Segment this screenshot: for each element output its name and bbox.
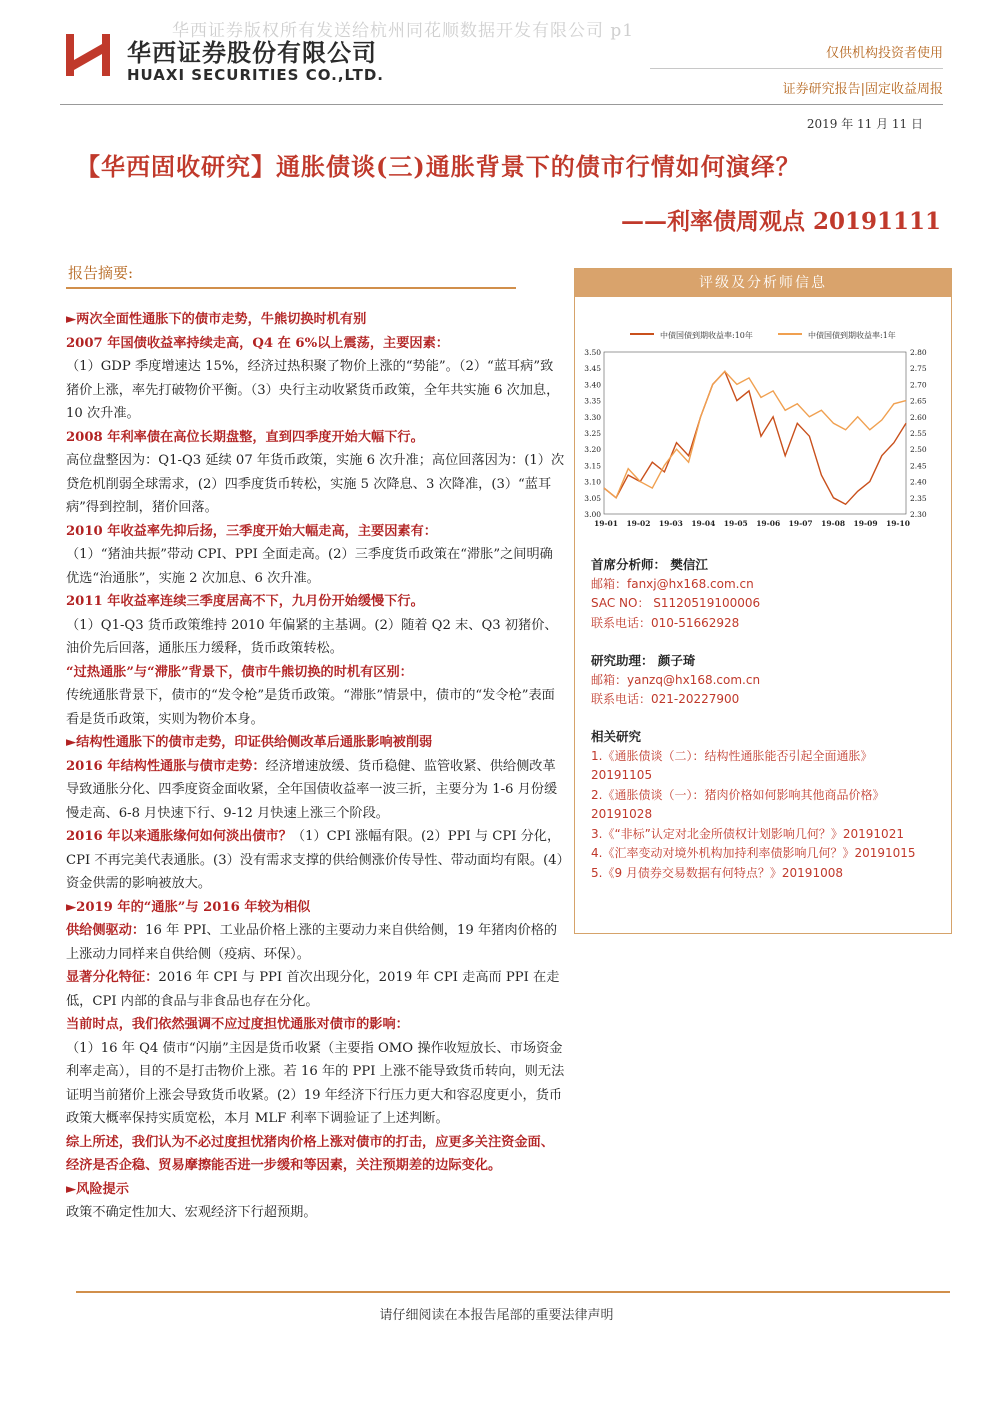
summary-heading: ►2019 年的“通胀”与 2016 年较为相似	[66, 899, 311, 915]
y-left-tick: 3.05	[584, 493, 601, 503]
summary-text: （1）“猪油共振”带动 CPI、PPI 全面走高。(2）三季度货币政策在“滞胀”之间明确优选“治通胀”，实施 2 次加息、6 次升准。	[66, 547, 553, 586]
x-tick: 19-09	[853, 519, 878, 528]
audience-note: 仅供机构投资者使用	[825, 46, 943, 61]
series-line	[604, 371, 906, 497]
summary-paragraph	[66, 308, 566, 332]
summary-paragraph	[66, 332, 566, 356]
summary-heading: 2011 年收益率连续三季度居高不下，九月份开始缓慢下行。	[66, 594, 424, 609]
x-tick: 19-06	[756, 519, 781, 528]
summary-heading: 显著分化特征：	[66, 970, 159, 985]
summary-label: 报告摘要:	[68, 264, 134, 282]
x-tick: 19-10	[886, 519, 910, 528]
summary-paragraph	[66, 731, 566, 755]
header-rule	[60, 104, 943, 105]
assistant-name: 颜子琦	[657, 653, 696, 668]
summary-paragraph	[66, 1037, 566, 1131]
summary-text: （1）16 年 Q4 债市“闪崩”主因是货币收紧（主要指 OMO 操作收短放长、市场资金利率走高），目的不是打击物价上涨。若 16 年的 PPI 上涨不能导致货币转向，则无法证明当前猪价上涨会导致货币收紧。(2）19 年经济下行压力更大和容忍度更小，货币政策大概率保持实质宽松，本月 MLF 利率下调验证了上述判断。	[66, 1040, 565, 1126]
summary-paragraph	[66, 355, 566, 426]
chief-analyst-email[interactable]: 邮箱：fanxj@hx168.com.cn	[591, 576, 754, 591]
assistant-email[interactable]: 邮箱：yanzq@hx168.com.cn	[591, 672, 761, 687]
y-left-tick: 3.25	[584, 429, 601, 438]
related-research	[591, 727, 926, 883]
related-list	[591, 747, 926, 884]
chief-analyst-phone: 联系电话：010-51662928	[591, 615, 740, 630]
x-tick: 19-02	[626, 519, 651, 528]
summary-text: （1）GDP 季度增速达 15%，经济过热积聚了物价上涨的“势能”。（2）“蓝耳病”致猪价上涨，率先打破物价平衡。（3）央行主动收紧货币政策，全年共实施 6 次加息，10 次升准。	[66, 359, 560, 421]
summary-paragraph	[66, 1013, 566, 1037]
related-item[interactable]: 2.《通胀债谈（一）：猪肉价格如何影响其他商品价格》20191028	[591, 787, 885, 821]
chief-analyst-line	[591, 555, 941, 575]
summary-text: 高位盘整因为：Q1-Q3 延续 07 年货币政策，实施 6 次升准；高位回落因为：(1）次贷危机削弱全球需求，(2）四季度货币转松，实施 5 次降息、3 次降准，(3）“蓝耳病”得到控制，猪价回落。	[66, 453, 565, 515]
summary-heading: 2010 年收益率先抑后扬，三季度开始大幅走高，主要因素有：	[66, 523, 437, 539]
y-left-tick: 3.40	[584, 380, 601, 390]
y-right-tick: 2.35	[910, 493, 927, 503]
summary-paragraph	[66, 966, 566, 1013]
summary-heading: 2007 年国债收益率持续走高，Q4 在 6%以上震荡，主要因素：	[66, 335, 449, 351]
summary-paragraph	[66, 614, 566, 661]
y-left-tick: 3.00	[584, 510, 601, 519]
company-name-cn: 华西证券股份有限公司	[127, 39, 377, 67]
y-left-tick: 3.35	[584, 396, 601, 406]
related-item[interactable]: 5.《9 月债券交易数据有何特点？》20191008	[591, 865, 843, 880]
legend-label: 中债国债到期收益率:1年	[808, 331, 896, 340]
related-item[interactable]: 4.《汇率变动对境外机构加持利率债影响几何？》20191015	[591, 846, 916, 860]
y-right-tick: 2.55	[910, 429, 927, 438]
panel-header: 评级及分析师信息	[575, 269, 951, 297]
x-tick: 19-08	[821, 519, 846, 528]
chief-analyst-sac: SAC NO： S1120519100006	[591, 596, 761, 610]
x-tick: 19-07	[788, 519, 813, 528]
assistant-info	[591, 651, 941, 710]
summary-text: 传统通胀背景下，债市的“发令枪”是货币政策。“滞胀”情景中，债市的“发令枪”表面看是货币政策，实则为物价本身。	[66, 688, 555, 727]
y-left-tick: 3.20	[584, 445, 601, 455]
x-tick: 19-04	[691, 519, 716, 528]
y-right-tick: 2.50	[910, 445, 927, 455]
summary-heading: “过热通胀”与“滞胀”背景下，债市牛熊切换的时机有区别：	[66, 664, 413, 680]
series-line	[604, 371, 906, 504]
y-right-tick: 2.80	[910, 348, 927, 357]
summary-paragraph	[66, 1201, 566, 1225]
summary-paragraph	[66, 684, 566, 731]
y-left-tick: 3.50	[584, 348, 601, 357]
chief-analyst-title: 首席分析师：	[591, 557, 667, 572]
report-type: 证券研究报告|固定收益周报	[782, 82, 943, 97]
summary-paragraph	[66, 661, 566, 685]
header-divider	[650, 68, 943, 69]
assistant-line	[591, 651, 941, 671]
y-right-tick: 2.30	[910, 510, 927, 519]
x-tick: 19-01	[594, 519, 618, 528]
summary-heading: 当前时点，我们依然强调不应过度担忧通胀对债市的影响：	[66, 1017, 409, 1032]
y-left-tick: 3.10	[584, 477, 601, 487]
chief-analyst-name: 樊信江	[670, 557, 708, 572]
report-subtitle: ——利率债周观点 20191111	[620, 208, 941, 235]
related-title: 相关研究	[591, 729, 642, 744]
watermark: 华西证券版权所有发送给杭州同花顺数据开发有限公司 p1	[172, 21, 635, 41]
assistant-title: 研究助理：	[591, 653, 654, 668]
summary-paragraph	[66, 1178, 566, 1202]
assistant-phone: 联系电话：021-20227900	[591, 692, 740, 706]
report-date: 2019 年 11 月 11 日	[806, 117, 923, 131]
summary-paragraph	[66, 590, 566, 614]
summary-heading: 2016 年结构性通胀与债市走势：	[66, 758, 266, 774]
summary-paragraph	[66, 919, 566, 966]
summary-paragraph	[66, 896, 566, 920]
summary-paragraph	[66, 825, 566, 896]
legend-label: 中债国债到期收益率:10年	[660, 331, 753, 340]
footer-rule	[76, 1291, 950, 1293]
summary-heading: 供给侧驱动：	[66, 923, 146, 938]
y-left-tick: 3.45	[584, 364, 601, 374]
summary-paragraph	[66, 426, 566, 450]
x-tick: 19-05	[723, 519, 748, 528]
company-name-en: HUAXI SECURITIES CO.,LTD.	[127, 66, 384, 84]
summary-text: 16 年 PPI、工业品价格上涨的主要动力来自供给侧，19 年猪肉价格的上涨动力同样来自供给侧（疫病、环保）。	[66, 923, 558, 962]
company-logo-icon	[64, 30, 112, 78]
summary-heading: 2008 年利率债在高位长期盘整，直到四季度开始大幅下行。	[66, 429, 424, 445]
y-right-tick: 2.40	[910, 477, 927, 487]
summary-text: 2016 年 CPI 与 PPI 首次出现分化，2019 年 CPI 走高而 PPI 在走低，CPI 内部的食品与非食品也存在分化。	[66, 970, 560, 1009]
summary-paragraph	[66, 1131, 566, 1178]
summary-paragraph	[66, 755, 566, 826]
yield-chart	[578, 322, 946, 532]
summary-heading: 综上所述，我们认为不必过度担忧猪肉价格上涨对债市的打击，应更多关注资金面、经济是否企稳、贸易摩擦能否进一步缓和等因素，关注预期差的边际变化。	[66, 1134, 554, 1173]
y-left-tick: 3.30	[584, 412, 601, 422]
report-title: 【华西固收研究】通胀债谈(三)通胀背景下的债市行情如何演绎？	[76, 152, 801, 181]
summary-text: 政策不确定性加大、宏观经济下行超预期。	[66, 1205, 317, 1220]
related-item[interactable]: 3.《“非标”认定对北金所债权计划影响几何？》20191021	[591, 826, 904, 841]
y-left-tick: 3.15	[584, 461, 601, 471]
summary-paragraph	[66, 543, 566, 590]
summary-heading: ►两次全面性通胀下的债市走势，牛熊切换时机有别	[66, 312, 367, 327]
summary-heading: ►风险提示	[66, 1181, 129, 1197]
x-tick: 19-03	[658, 519, 683, 528]
summary-rule	[66, 287, 516, 289]
summary-text: （1）Q1-Q3 货币政策维持 2010 年偏紧的主基调。(2）随着 Q2 末、Q3 初猪价、油价先后回落，通胀压力缓释，货币政策转松。	[66, 617, 558, 656]
analyst-info	[591, 555, 941, 633]
summary-paragraph	[66, 520, 566, 544]
related-item[interactable]: 1.《通胀债谈（二）：结构性通胀能否引起全面通胀》20191105	[591, 748, 873, 782]
summary-text: 经济增速放缓、货币稳健、监管收紧、供给侧改革导致通胀分化、四季度资金面收紧，全年国债收益率一波三折，主要分为 1-6 月份缓慢走高、6-8 月快速下行、9-12 月快速上涨三个阶段。	[66, 758, 558, 821]
summary-heading: ►结构性通胀下的债市走势，印证供给侧改革后通胀影响被削弱	[66, 735, 433, 750]
summary-text: （1）CPI 涨幅有限。(2）PPI 与 CPI 分化，CPI 不再完美代表通胀。(3）没有需求支撑的供给侧涨价传导性、带动面均有限。(4）资金供需的影响被放大。	[66, 829, 564, 891]
y-right-tick: 2.60	[910, 412, 927, 422]
y-right-tick: 2.70	[910, 380, 927, 390]
legal-notice: 请仔细阅读在本报告尾部的重要法律声明	[379, 1308, 614, 1323]
summary-heading: 2016 年以来通胀缘何如何淡出债市？	[66, 829, 292, 844]
summary-body	[66, 308, 566, 1225]
y-right-tick: 2.65	[910, 396, 927, 406]
y-right-tick: 2.75	[910, 364, 927, 374]
y-right-tick: 2.45	[910, 461, 927, 471]
summary-paragraph	[66, 449, 566, 520]
